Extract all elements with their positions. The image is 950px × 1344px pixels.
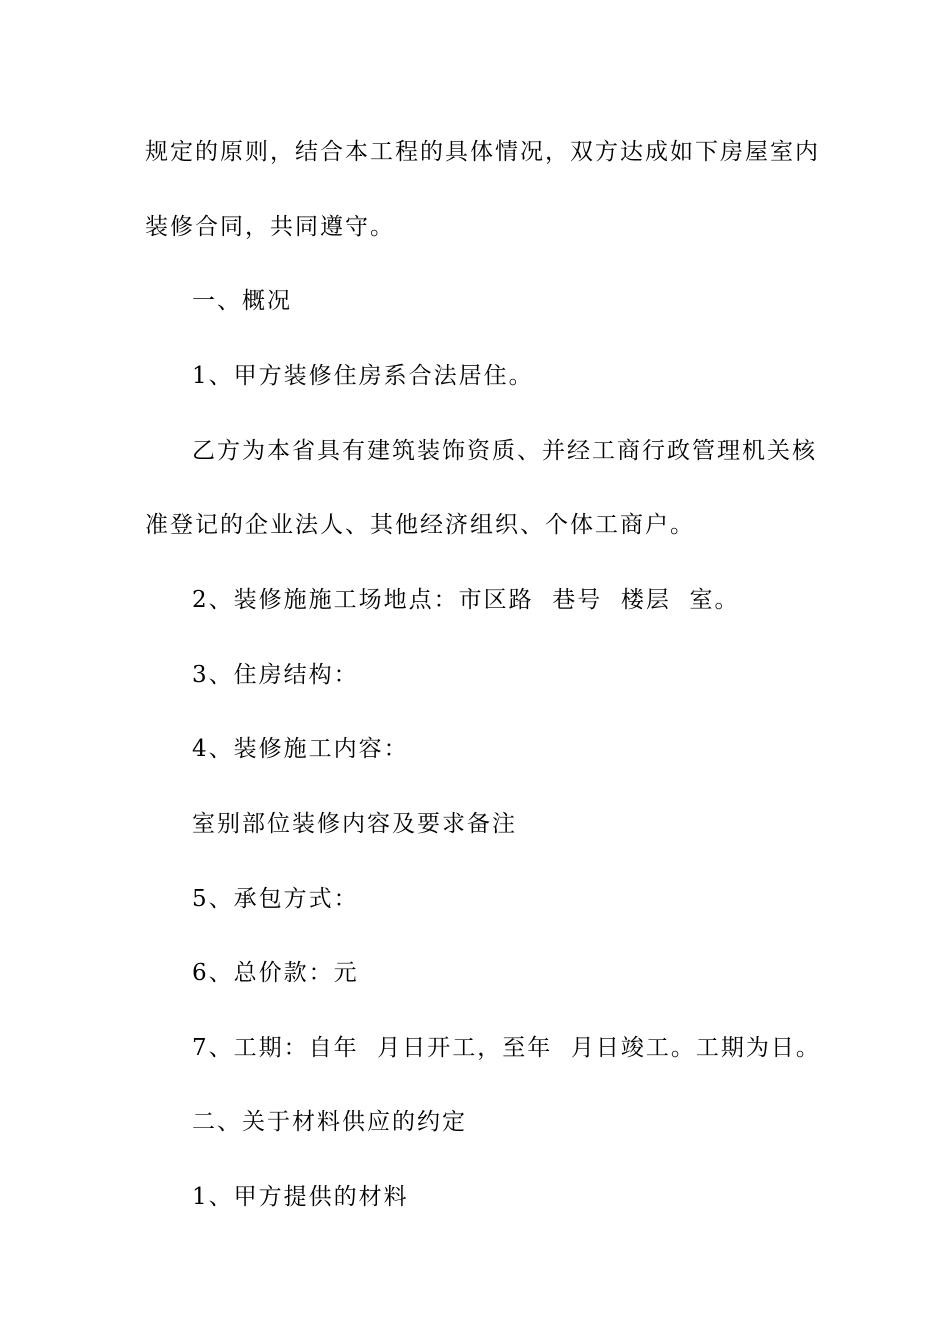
paragraph-line: 3、住房结构： <box>192 662 359 688</box>
paragraph-line: 4、装修施工内容： <box>192 736 409 762</box>
paragraph-line: 6、总价款：元 <box>192 960 359 986</box>
paragraph-line: 规定的原则，结合本工程的具体情况，双方达成如下房屋室内 <box>145 139 820 165</box>
paragraph-line: 1、甲方提供的材料 <box>192 1184 409 1210</box>
paragraph-line: 2、装修施施工场地点：市区路 巷号 楼层 室。 <box>192 587 740 613</box>
paragraph-line: 7、工期：自年 月日开工，至年 月日竣工。工期为日。 <box>192 1035 821 1061</box>
paragraph-line: 准登记的企业法人、其他经济组织、个体工商户。 <box>145 512 695 538</box>
paragraph-line: 乙方为本省具有建筑装饰资质、并经工商行政管理机关核 <box>192 438 817 464</box>
paragraph-line: 装修合同，共同遵守。 <box>145 214 395 240</box>
section-heading: 二、关于材料供应的约定 <box>192 1109 467 1135</box>
section-heading: 一、概况 <box>192 288 292 314</box>
paragraph-line: 5、承包方式： <box>192 886 359 912</box>
paragraph-line: 1、甲方装修住房系合法居住。 <box>192 363 534 389</box>
paragraph-line: 室别部位装修内容及要求备注 <box>192 811 517 837</box>
